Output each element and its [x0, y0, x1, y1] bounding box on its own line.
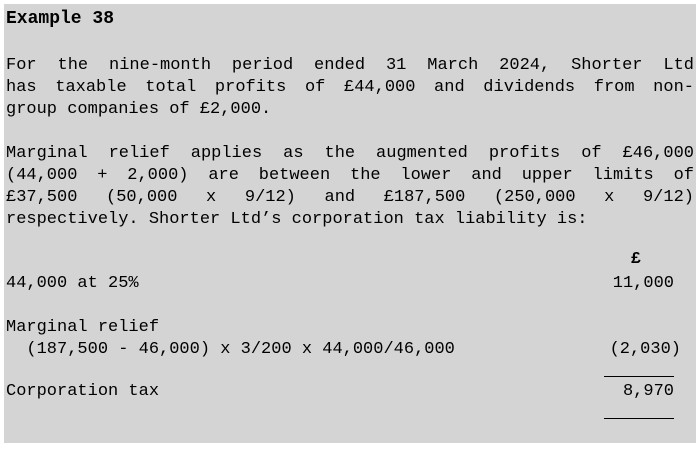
example-panel: [4, 4, 696, 443]
row-tax-at-rate-amount: 11,000: [612, 274, 674, 293]
total-rule: [604, 418, 674, 419]
example-title: Example 38: [6, 9, 115, 29]
row-corporation-tax-amount: 8,970: [622, 382, 674, 401]
paragraph1-line-1: For the nine-month period ended 31 March 2024, Shorter Ltd: [6, 56, 694, 75]
paragraph2-line-4: respectively. Shorter Ltd’s corporation tax liability is:: [6, 210, 588, 229]
row-corporation-tax-label: Corporation tax: [6, 382, 160, 401]
row-marginal-relief-amount: (2,030): [609, 340, 681, 359]
currency-header: £: [630, 250, 641, 269]
row-marginal-relief-detail: (187,500 - 46,000) x 3/200 x 44,000/46,000: [6, 340, 455, 359]
row-marginal-relief-label: Marginal relief: [6, 318, 160, 337]
subtotal-rule: [604, 376, 674, 377]
paragraph2-line-3: £37,500 (50,000 x 9/12) and £187,500 (250,000 x 9/12): [6, 188, 694, 207]
paragraph1-line-2: has taxable total profits of £44,000 and dividends from non-: [6, 78, 694, 97]
row-tax-at-rate-label: 44,000 at 25%: [6, 274, 139, 293]
paragraph1-line-3: group companies of £2,000.: [6, 100, 272, 119]
paragraph2-line-2: (44,000 + 2,000) are between the lower and upper limits of: [6, 166, 694, 185]
paragraph2-line-1: Marginal relief applies as the augmented profits of £46,000: [6, 144, 694, 163]
